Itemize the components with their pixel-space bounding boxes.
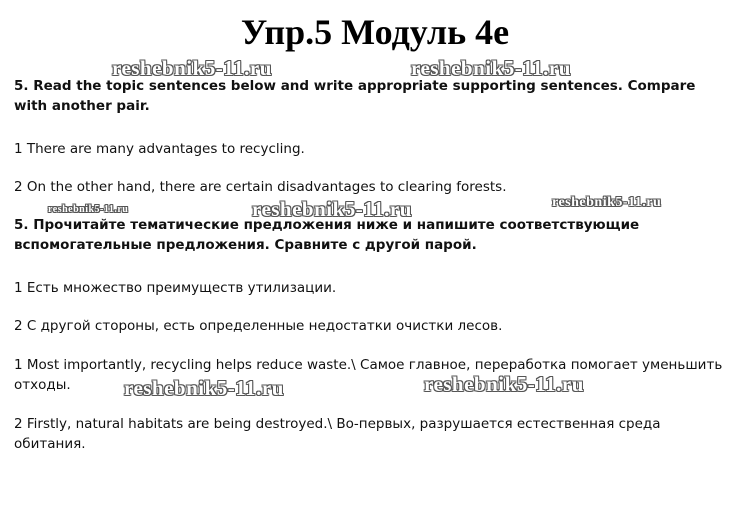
- answer-2: 2 Firstly, natural habitats are being destroyed.\ Во-первых, разрушается естественная среда обитания.: [14, 416, 661, 452]
- task-item-russian-2: 2 С другой стороны, есть определенные недостатки очистки лесов.: [14, 318, 503, 334]
- watermark: reshebnik5-11.ru: [112, 56, 272, 80]
- task-heading-english: 5. Read the topic sentences below and write appropriate supporting sentences. Compare with another pair.: [14, 78, 696, 114]
- watermark: reshebnik5-11.ru: [252, 197, 412, 221]
- page-title: Упр.5 Модуль 4е: [240, 12, 510, 52]
- watermark: reshebnik5-11.ru: [424, 372, 584, 396]
- answer-1: 1 Most importantly, recycling helps reduce waste.\ Самое главное, переработка помогает уменьшить отходы.: [14, 357, 723, 393]
- task-item-english-1: 1 There are many advantages to recycling.: [14, 141, 305, 157]
- watermark: reshebnik5-11.ru: [411, 56, 571, 80]
- task-item-english-2: 2 On the other hand, there are certain disadvantages to clearing forests.: [14, 179, 507, 195]
- watermark: reshebnik5-11.ru: [48, 204, 129, 215]
- watermark: reshebnik5-11.ru: [552, 195, 662, 210]
- task-heading-russian: 5. Прочитайте тематические предложения ниже и напишите соответствующие вспомогательные предложения. Сравните с другой парой.: [14, 217, 640, 253]
- watermark: reshebnik5-11.ru: [124, 376, 284, 400]
- task-item-russian-1: 1 Есть множество преимуществ утилизации.: [14, 280, 337, 296]
